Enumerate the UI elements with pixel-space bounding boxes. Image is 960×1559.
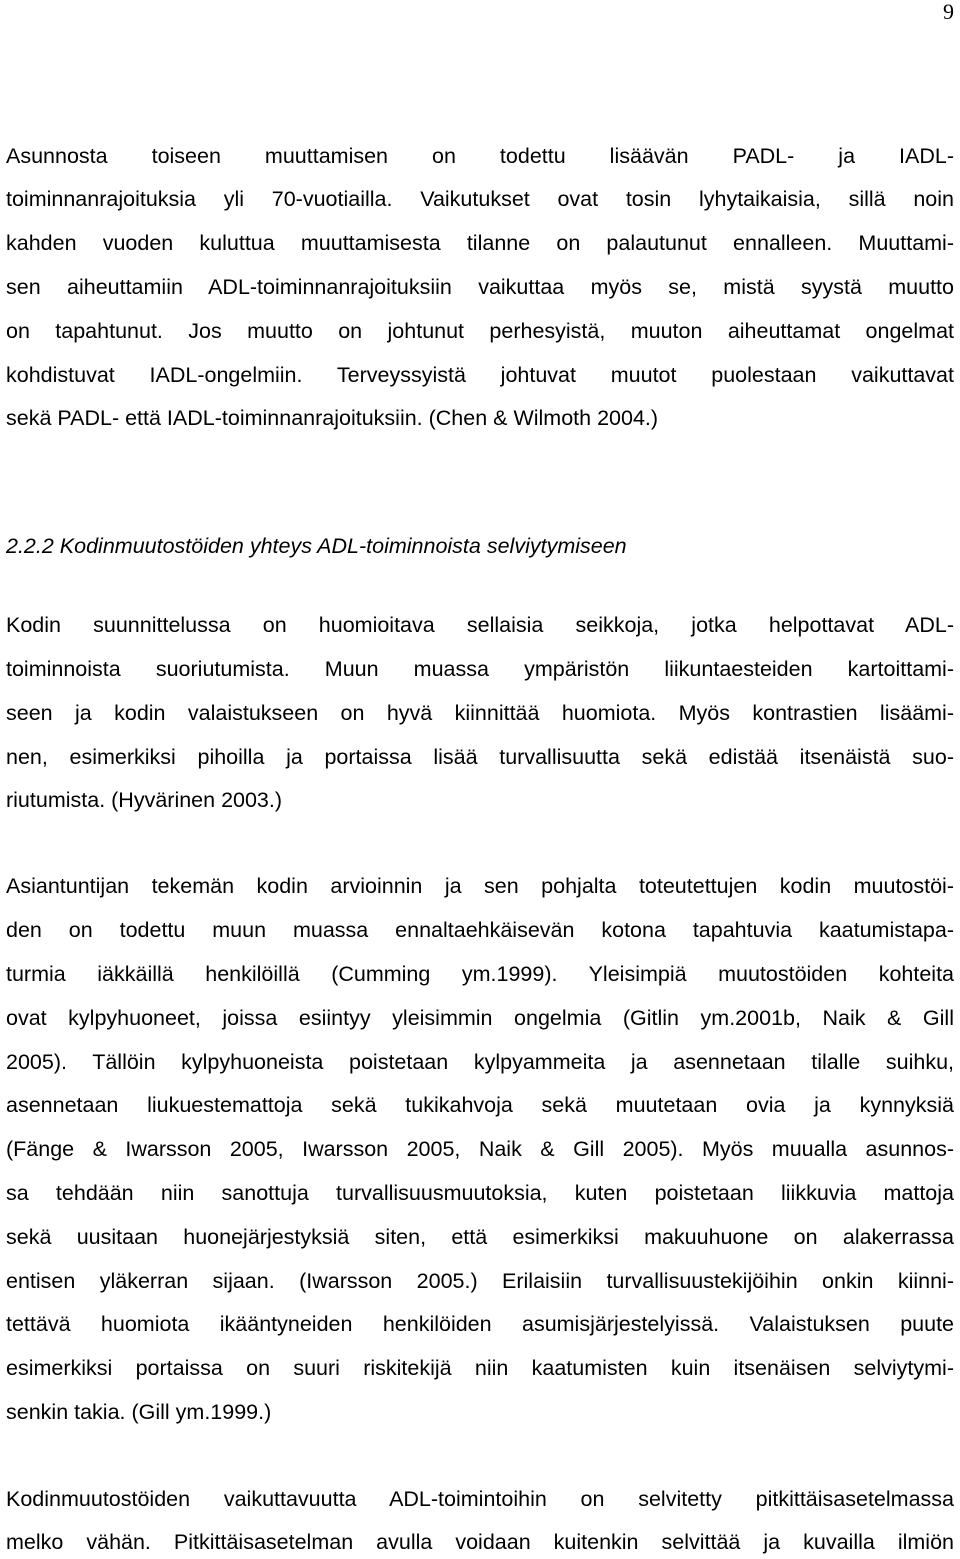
- text-line: on tapahtunut. Jos muutto on johtunut perhesyistä, muuton aiheuttamat ongelmat: [6, 319, 954, 343]
- text-line: nen, esimerkiksi pihoilla ja portaissa lisää turvallisuutta sekä edistää itsenäistä suo-: [6, 745, 954, 769]
- text-line: kohdistuvat IADL-ongelmiin. Terveyssyistä johtuvat muutot puolestaan vaikuttavat: [6, 363, 954, 387]
- text-line: 2005). Tällöin kylpyhuoneista poistetaan kylpyammeita ja asennetaan tilalle suihku,: [6, 1050, 954, 1074]
- text-line: sa tehdään niin sanottuja turvallisuusmuutoksia, kuten poistetaan liikkuvia mattoja: [6, 1181, 954, 1205]
- text-line: Kodinmuutostöiden vaikuttavuutta ADL-toimintoihin on selvitetty pitkittäisasetelmassa: [6, 1487, 954, 1511]
- text-line: (Fänge & Iwarsson 2005, Iwarsson 2005, Naik & Gill 2005). Myös muualla asunnos-: [6, 1137, 954, 1161]
- text-line: Asunnosta toiseen muuttamisen on todettu lisäävän PADL- ja IADL-: [6, 144, 954, 168]
- section-heading: 2.2.2 Kodinmuutostöiden yhteys ADL-toiminnoista selviytymiseen: [6, 534, 627, 558]
- text-line: ovat kylpyhuoneet, joissa esiintyy yleisimmin ongelmia (Gitlin ym.2001b, Naik & Gill: [6, 1006, 954, 1030]
- text-line: Kodin suunnittelussa on huomioitava sellaisia seikkoja, jotka helpottavat ADL-: [6, 613, 954, 637]
- text-line: seen ja kodin valaistukseen on hyvä kiinnittää huomiota. Myös kontrastien lisäämi-: [6, 701, 954, 725]
- text-line: entisen yläkerran sijaan. (Iwarsson 2005.) Erilaisiin turvallisuustekijöihin onkin kiinni-: [6, 1269, 954, 1293]
- text-line: esimerkiksi portaissa on suuri riskitekijä niin kaatumisten kuin itsenäisen selviytymi-: [6, 1356, 954, 1380]
- text-line: kahden vuoden kuluttua muuttamisesta tilanne on palautunut ennalleen. Muuttami-: [6, 231, 954, 255]
- text-line: den on todettu muun muassa ennaltaehkäisevän kotona tapahtuvia kaatumistapa-: [6, 918, 954, 942]
- text-line: senkin takia. (Gill ym.1999.): [6, 1400, 272, 1424]
- text-line: melko vähän. Pitkittäisasetelman avulla voidaan kuitenkin selvittää ja kuvailla ilmiön: [6, 1530, 954, 1554]
- text-line: turmia iäkkäillä henkilöillä (Cumming ym.1999). Yleisimpiä muutostöiden kohteita: [6, 962, 954, 986]
- page-number: 9: [943, 0, 954, 24]
- text-line: sekä PADL- että IADL-toiminnanrajoituksiin. (Chen & Wilmoth 2004.): [6, 406, 659, 430]
- text-line: riutumista. (Hyvärinen 2003.): [6, 788, 283, 812]
- text-line: Asiantuntijan tekemän kodin arvioinnin ja sen pohjalta toteutettujen kodin muutostöi-: [6, 874, 954, 898]
- text-line: toiminnoista suoriutumista. Muun muassa ympäristön liikuntaesteiden kartoittami-: [6, 657, 954, 681]
- text-line: toiminnanrajoituksia yli 70-vuotiailla. Vaikutukset ovat tosin lyhytaikaisia, sillä noin: [6, 187, 954, 211]
- text-line: sen aiheuttamiin ADL-toiminnanrajoituksiin vaikuttaa myös se, mistä syystä muutto: [6, 275, 954, 299]
- text-line: sekä uusitaan huonejärjestyksiä siten, että esimerkiksi makuuhuone on alakerrassa: [6, 1225, 954, 1249]
- text-line: tettävä huomiota ikääntyneiden henkilöiden asumisjärjestelyissä. Valaistuksen puute: [6, 1312, 954, 1336]
- text-line: asennetaan liukuestemattoja sekä tukikahvoja sekä muutetaan ovia ja kynnyksiä: [6, 1093, 954, 1117]
